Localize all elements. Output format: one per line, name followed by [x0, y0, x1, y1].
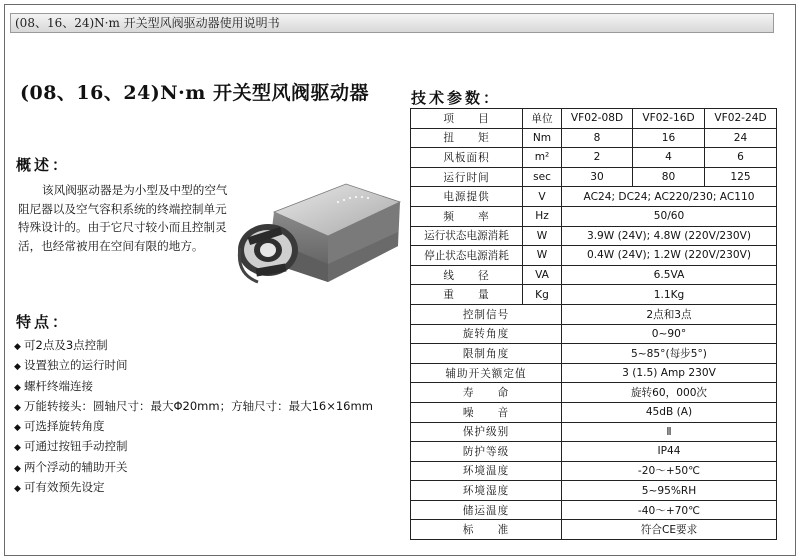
param-value: 125: [705, 167, 777, 187]
feature-text: 可2点及3点控制: [24, 338, 108, 352]
diamond-bullet-icon: ◆: [14, 342, 21, 352]
diamond-bullet-icon: ◆: [14, 423, 21, 434]
param-value: 旋转60，000次: [562, 383, 777, 403]
diamond-bullet-icon: ◆: [14, 402, 21, 413]
param-name: 重 量: [411, 285, 523, 305]
actuator-product-image: [228, 178, 404, 308]
feature-item: [14, 457, 373, 477]
table-row: [411, 383, 777, 403]
table-row: [411, 481, 777, 501]
param-name: 噪 音: [411, 402, 562, 422]
param-name: 频 率: [411, 206, 523, 226]
feature-item: [14, 335, 373, 355]
param-name: 保护级别: [411, 422, 562, 442]
param-value: 6.5VA: [562, 265, 777, 285]
param-value: 2: [562, 148, 633, 168]
document-title: (08、16、24)N·m 开关型风阀驱动器: [20, 82, 370, 104]
param-name: 运行时间: [411, 167, 523, 187]
feature-text: 可选择旋转角度: [24, 419, 105, 434]
overview-text: 该风阀驱动器是为小型及中型的空气阻尼器以及空气容积系统的终端控制单元特殊设计的。由于它尺寸较小而且控制灵活，也经常被用在空间有限的地方。: [18, 183, 228, 253]
table-row: [411, 461, 777, 481]
document-header: (08、16、24)N·m 开关型风阀驱动器使用说明书: [10, 13, 774, 33]
feature-item: [14, 436, 373, 456]
param-unit: VA: [523, 265, 562, 285]
param-value: 4: [633, 148, 705, 168]
param-name: 线 径: [411, 265, 523, 285]
table-header-row: [411, 109, 777, 129]
param-name: 标 准: [411, 520, 562, 540]
param-name: 储运温度: [411, 500, 562, 520]
param-value: 30: [562, 167, 633, 187]
table-row: [411, 265, 777, 285]
table-row: [411, 324, 777, 344]
table-row: [411, 148, 777, 168]
table-row: [411, 500, 777, 520]
param-value: 5~85°(每步5°): [562, 344, 777, 364]
header-cell: 单位: [523, 109, 562, 129]
param-value: -40～+70℃: [562, 500, 777, 520]
param-unit: W: [523, 226, 562, 246]
feature-item: [14, 376, 373, 396]
feature-item: [14, 396, 373, 416]
param-value: 0.4W (24V); 1.2W (220V/230V): [562, 246, 777, 266]
table-row: [411, 402, 777, 422]
param-value: 2点和3点: [562, 304, 777, 324]
param-value: AC24; DC24; AC220/230; AC110: [562, 187, 777, 207]
param-name: 防护等级: [411, 442, 562, 462]
param-value: IP44: [562, 442, 777, 462]
table-row: [411, 442, 777, 462]
param-name: 辅助开关额定值: [411, 363, 562, 383]
param-value: 50/60: [562, 206, 777, 226]
overview-heading: 概述：: [16, 156, 71, 174]
table-row: [411, 422, 777, 442]
header-cell: 项 目: [411, 109, 523, 129]
param-unit: Hz: [523, 206, 562, 226]
feature-item: [14, 416, 373, 436]
param-name: 电源提供: [411, 187, 523, 207]
table-row: [411, 285, 777, 305]
feature-item: [14, 477, 373, 497]
param-unit: W: [523, 246, 562, 266]
diamond-bullet-icon: ◆: [14, 484, 21, 495]
header-cell: VF02-24D: [705, 109, 777, 129]
param-value: 3 (1.5) Amp 230V: [562, 363, 777, 383]
feature-text: 可有效预先设定: [24, 480, 105, 495]
param-unit: m²: [523, 148, 562, 168]
table-row: [411, 304, 777, 324]
table-row: [411, 520, 777, 540]
feature-text: 万能转接头：圆轴尺寸：最大Φ20mm；方轴尺寸：最大16×16mm: [24, 398, 373, 413]
param-unit: Kg: [523, 285, 562, 305]
table-row: [411, 187, 777, 207]
param-value: 5~95%RH: [562, 481, 777, 501]
param-name: 控制信号: [411, 304, 562, 324]
param-value: 0~90°: [562, 324, 777, 344]
param-name: 限制角度: [411, 344, 562, 364]
param-value: 80: [633, 167, 705, 187]
param-unit: V: [523, 187, 562, 207]
param-value: Ⅱ: [562, 422, 777, 442]
table-row: [411, 344, 777, 364]
feature-text: 两个浮动的辅助开关: [24, 459, 128, 474]
table-row: [411, 128, 777, 148]
param-name: 停止状态电源消耗: [411, 246, 523, 266]
feature-item: [14, 355, 373, 375]
param-name: 扭 矩: [411, 128, 523, 148]
param-name: 寿 命: [411, 383, 562, 403]
spec-table: [410, 108, 777, 540]
header-cell: VF02-08D: [562, 109, 633, 129]
spec-heading: 技术参数：: [411, 89, 502, 107]
param-name: 风板面积: [411, 148, 523, 168]
param-value: 3.9W (24V); 4.8W (220V/230V): [562, 226, 777, 246]
param-name: 运行状态电源消耗: [411, 226, 523, 246]
table-row: [411, 246, 777, 266]
param-value: -20～+50℃: [562, 461, 777, 481]
param-name: 旋转角度: [411, 324, 562, 344]
table-row: [411, 226, 777, 246]
table-row: [411, 363, 777, 383]
feature-text: 设置独立的运行时间: [24, 358, 128, 373]
table-row: [411, 167, 777, 187]
diamond-bullet-icon: ◆: [14, 463, 21, 474]
param-value: 1.1Kg: [562, 285, 777, 305]
param-value: 8: [562, 128, 633, 148]
param-unit: Nm: [523, 128, 562, 148]
features-heading: 特点：: [16, 313, 71, 331]
param-value: 符合CE要求: [562, 520, 777, 540]
param-value: 16: [633, 128, 705, 148]
param-name: 环境湿度: [411, 481, 562, 501]
param-name: 环境温度: [411, 461, 562, 481]
param-value: 45dB (A): [562, 402, 777, 422]
param-unit: sec: [523, 167, 562, 187]
feature-text: 可通过按钮手动控制: [24, 439, 128, 454]
feature-text: 螺杆终端连接: [24, 378, 93, 393]
header-cell: VF02-16D: [633, 109, 705, 129]
diamond-bullet-icon: ◆: [14, 443, 21, 454]
param-value: 24: [705, 128, 777, 148]
param-value: 6: [705, 148, 777, 168]
features-list: [14, 335, 373, 497]
diamond-bullet-icon: ◆: [14, 382, 21, 393]
diamond-bullet-icon: ◆: [14, 362, 21, 373]
table-row: [411, 206, 777, 226]
